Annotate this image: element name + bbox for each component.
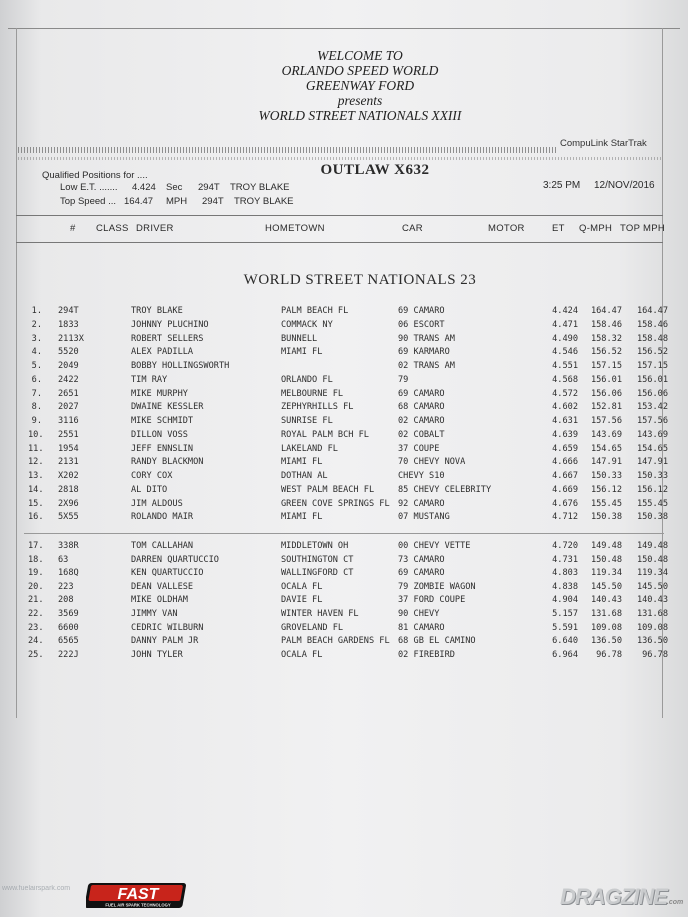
row-position: 11. <box>28 443 44 454</box>
row-top-mph: 157.15 <box>636 361 668 371</box>
row-car: 90 TRANS AM <box>398 333 455 344</box>
report-time: 3:25 PM <box>543 180 581 191</box>
row-class-number: 3569 <box>58 609 79 619</box>
qualified-label: Qualified Positions for .... <box>42 170 148 181</box>
row-class-number: 2651 <box>58 388 79 399</box>
row-et: 4.667 <box>552 471 578 481</box>
table-row <box>0 541 688 554</box>
table-row <box>0 623 688 636</box>
col-header-class: CLASS <box>96 223 129 234</box>
row-qmph: 136.50 <box>590 636 622 647</box>
row-position: 5. <box>31 361 42 371</box>
row-position: 21. <box>28 595 44 606</box>
row-hometown: WEST PALM BEACH FL <box>281 484 375 495</box>
header-rule-top <box>16 215 663 216</box>
row-car: 79 ZOMBIE WAGON <box>398 581 476 592</box>
row-qmph: 143.69 <box>590 429 622 440</box>
software-label: CompuLink StarTrak <box>560 138 647 149</box>
row-qmph: 152.81 <box>590 402 622 413</box>
watermark-line: www.fuelairspark.com <box>2 885 71 892</box>
row-et: 5.591 <box>552 622 578 633</box>
row-top-mph: 143.69 <box>636 429 668 440</box>
row-driver: JIM ALDOUS <box>131 498 183 509</box>
row-car: 69 CAMARO <box>398 388 445 399</box>
row-et: 4.720 <box>552 541 578 551</box>
row-car: 69 KARMARO <box>398 347 450 358</box>
row-driver: DANNY PALM JR <box>131 636 199 647</box>
row-top-mph: 149.48 <box>636 541 668 551</box>
row-top-mph: 164.47 <box>636 306 668 316</box>
row-qmph: 158.46 <box>590 319 622 330</box>
col-header-motor: MOTOR <box>488 223 525 234</box>
row-qmph: 150.38 <box>590 512 622 523</box>
fast-logo-tagline: FUEL AIR SPARK TECHNOLOGY <box>105 902 171 908</box>
welcome-line: GREENWAY FORD <box>305 78 415 93</box>
row-driver: ROLANDO MAIR <box>131 512 194 523</box>
table-row <box>0 416 688 429</box>
welcome-header <box>200 48 520 123</box>
row-car: 02 COBALT <box>398 429 445 440</box>
row-qmph: 155.45 <box>590 498 622 509</box>
dragzine-logo-suffix: .com <box>666 899 684 906</box>
row-class-number: 2131 <box>58 457 79 468</box>
row-driver: DWAINE KESSLER <box>131 402 204 413</box>
row-driver: JOHN TYLER <box>131 649 183 660</box>
table-row <box>0 361 688 374</box>
row-driver: DEAN VALLESE <box>131 581 194 592</box>
table-row <box>0 347 688 360</box>
row-class-number: 5X55 <box>58 512 79 523</box>
table-row <box>0 389 688 402</box>
row-class-number: 2049 <box>58 361 79 371</box>
row-top-mph: 131.68 <box>636 609 668 619</box>
col-header-pos: # <box>70 223 76 234</box>
row-car: 06 ESCORT <box>398 319 445 330</box>
row-top-mph: 145.50 <box>636 581 668 592</box>
row-class-number: 1833 <box>58 319 79 330</box>
row-et: 4.568 <box>552 374 578 385</box>
table-row <box>0 444 688 457</box>
top-speed-label: Top Speed ... <box>60 196 116 207</box>
row-class-number: 5520 <box>58 347 79 358</box>
row-qmph: 150.48 <box>590 554 622 565</box>
row-class-number: 2113X <box>58 333 84 344</box>
dot-rule <box>18 157 662 160</box>
row-driver: BOBBY HOLLINGSWORTH <box>131 361 230 371</box>
row-qmph: 96.78 <box>596 649 622 660</box>
col-header-et: ET <box>552 223 565 234</box>
top-speed-driver: TROY BLAKE <box>234 196 294 207</box>
row-et: 4.904 <box>552 595 578 606</box>
row-et: 6.640 <box>552 636 578 647</box>
low-et-label: Low E.T. ....... <box>60 182 118 193</box>
row-driver: ROBERT SELLERS <box>131 333 204 344</box>
table-row <box>0 334 688 347</box>
row-qmph: 149.48 <box>590 541 622 551</box>
header-rule-bottom <box>16 242 663 243</box>
row-qmph: 156.52 <box>590 347 622 358</box>
table-row <box>0 457 688 470</box>
row-class-number: 338R <box>58 541 79 551</box>
row-top-mph: 153.42 <box>636 402 668 413</box>
row-qmph: 109.08 <box>590 622 622 633</box>
table-row <box>0 306 688 319</box>
row-position: 13. <box>28 471 44 481</box>
row-position: 15. <box>28 498 44 509</box>
row-position: 9. <box>31 416 42 426</box>
row-class-number: 2X96 <box>58 498 79 509</box>
row-et: 4.551 <box>552 361 578 371</box>
row-driver: JIMMY VAN <box>131 609 178 619</box>
row-hometown: PALM BEACH GARDENS FL <box>281 636 390 647</box>
row-top-mph: 156.12 <box>636 484 668 495</box>
row-et: 4.803 <box>552 568 578 579</box>
row-hometown: MIAMI FL <box>281 347 323 358</box>
row-et: 6.964 <box>552 649 578 660</box>
table-row <box>0 555 688 568</box>
row-et: 4.676 <box>552 498 578 509</box>
welcome-line: WORLD STREET NATIONALS XXIII <box>258 108 462 123</box>
row-car: 37 FORD COUPE <box>398 595 466 606</box>
row-position: 14. <box>28 484 44 495</box>
col-header-topmph: TOP MPH <box>620 223 666 234</box>
row-et: 4.631 <box>552 416 578 426</box>
row-position: 1. <box>31 306 42 316</box>
row-class-number: X202 <box>58 471 79 481</box>
row-class-number: 223 <box>58 581 74 592</box>
welcome-line: presents <box>337 93 383 108</box>
row-position: 24. <box>28 636 44 647</box>
row-car: CHEVY S10 <box>398 471 445 481</box>
row-hometown: LAKELAND FL <box>281 443 338 454</box>
row-position: 12. <box>28 457 44 468</box>
top-speed-value: 164.47 <box>124 196 154 207</box>
row-qmph: 145.50 <box>590 581 622 592</box>
row-hometown: OCALA FL <box>281 649 323 660</box>
page-top-border <box>8 28 680 29</box>
event-title: WORLD STREET NATIONALS 23 <box>243 272 477 288</box>
row-et: 4.666 <box>552 457 578 468</box>
dragzine-logo-text: DRAGZINE <box>560 884 667 909</box>
row-hometown: BUNNELL <box>281 333 318 344</box>
fast-logo <box>86 880 190 910</box>
row-et: 4.639 <box>552 429 578 440</box>
table-row <box>0 609 688 622</box>
fast-logo-text: FAST <box>117 886 159 903</box>
row-top-mph: 154.65 <box>636 443 668 454</box>
row-driver: ALEX PADILLA <box>131 347 194 358</box>
row-car: 85 CHEVY CELEBRITY <box>398 484 492 495</box>
row-hometown: DOTHAN AL <box>281 471 328 481</box>
row-position: 7. <box>31 388 42 399</box>
row-qmph: 147.91 <box>590 457 622 468</box>
row-qmph: 119.34 <box>590 568 622 579</box>
table-row <box>0 430 688 443</box>
row-car: 07 MUSTANG <box>398 512 450 523</box>
table-row <box>0 402 688 415</box>
row-qmph: 140.43 <box>590 595 622 606</box>
row-position: 6. <box>31 374 42 385</box>
row-top-mph: 158.48 <box>636 333 668 344</box>
row-top-mph: 156.06 <box>636 388 668 399</box>
table-row <box>0 595 688 608</box>
report-date: 12/NOV/2016 <box>594 180 655 191</box>
row-top-mph: 157.56 <box>636 416 668 426</box>
row-class-number: 6565 <box>58 636 79 647</box>
row-hometown: MIAMI FL <box>281 512 323 523</box>
row-hometown: SUNRISE FL <box>281 416 333 426</box>
row-position: 20. <box>28 581 44 592</box>
row-et: 4.838 <box>552 581 578 592</box>
row-driver: CEDRIC WILBURN <box>131 622 204 633</box>
row-class-number: 1954 <box>58 443 79 454</box>
row-top-mph: 150.48 <box>636 554 668 565</box>
row-top-mph: 158.46 <box>636 319 668 330</box>
row-car: 00 CHEVY VETTE <box>398 541 471 551</box>
row-position: 17. <box>28 541 44 551</box>
table-row <box>0 471 688 484</box>
row-qmph: 157.56 <box>590 416 622 426</box>
row-car: 37 COUPE <box>398 443 440 454</box>
row-class-number: 3116 <box>58 416 79 426</box>
row-top-mph: 109.08 <box>636 622 668 633</box>
dragzine-logo <box>560 884 683 910</box>
row-driver: TOM CALLAHAN <box>131 541 194 551</box>
row-top-mph: 155.45 <box>636 498 668 509</box>
row-top-mph: 119.34 <box>636 568 668 579</box>
row-hometown: ROYAL PALM BCH FL <box>281 429 369 440</box>
welcome-line: ORLANDO SPEED WORLD <box>281 63 439 78</box>
row-driver: MIKE MURPHY <box>131 388 188 399</box>
row-position: 16. <box>28 512 44 523</box>
row-top-mph: 156.01 <box>636 374 668 385</box>
row-qmph: 164.47 <box>590 306 622 316</box>
row-position: 19. <box>28 568 44 579</box>
row-top-mph: 140.43 <box>636 595 668 606</box>
row-class-number: 2818 <box>58 484 79 495</box>
row-car: 73 CAMARO <box>398 554 445 565</box>
row-driver: CORY COX <box>131 471 173 481</box>
row-et: 4.546 <box>552 347 578 358</box>
row-qmph: 158.32 <box>590 333 622 344</box>
row-top-mph: 156.52 <box>636 347 668 358</box>
row-qmph: 156.12 <box>590 484 622 495</box>
row-hometown: GREEN COVE SPRINGS FL <box>281 498 390 509</box>
row-class-number: 168Q <box>58 568 79 579</box>
row-driver: MIKE OLDHAM <box>131 595 188 606</box>
col-header-hometown: HOMETOWN <box>265 223 325 234</box>
row-et: 4.471 <box>552 319 578 330</box>
row-class-number: 2027 <box>58 402 79 413</box>
row-position: 22. <box>28 609 44 619</box>
row-top-mph: 150.38 <box>636 512 668 523</box>
row-class-number: 6600 <box>58 622 79 633</box>
top-speed-car-number: 294T <box>202 196 224 207</box>
row-et: 4.572 <box>552 388 578 399</box>
watermark-text <box>2 884 70 893</box>
row-class-number: 208 <box>58 595 74 606</box>
low-et-car-number: 294T <box>198 182 220 193</box>
table-row <box>0 636 688 649</box>
row-qmph: 150.33 <box>590 471 622 481</box>
row-car: 02 TRANS AM <box>398 361 455 371</box>
row-position: 10. <box>28 429 44 440</box>
row-class-number: 2551 <box>58 429 79 440</box>
row-car: 90 CHEVY <box>398 609 440 619</box>
table-row <box>0 582 688 595</box>
row-et: 4.731 <box>552 554 578 565</box>
col-header-car: CAR <box>402 223 423 234</box>
table-row <box>0 650 688 663</box>
table-row <box>0 485 688 498</box>
row-position: 2. <box>31 319 42 330</box>
row-car: 70 CHEVY NOVA <box>398 457 466 468</box>
row-position: 23. <box>28 622 44 633</box>
row-driver: TIM RAY <box>131 374 168 385</box>
low-et-driver: TROY BLAKE <box>230 182 290 193</box>
row-position: 3. <box>31 333 42 344</box>
row-driver: TROY BLAKE <box>131 306 183 316</box>
table-row <box>0 512 688 525</box>
row-position: 25. <box>28 649 44 660</box>
group-divider <box>24 533 664 534</box>
row-driver: KEN QUARTUCCIO <box>131 568 204 579</box>
row-driver: AL DITO <box>131 484 168 495</box>
row-top-mph: 150.33 <box>636 471 668 481</box>
row-class-number: 2422 <box>58 374 79 385</box>
row-car: 69 CAMARO <box>398 568 445 579</box>
table-row <box>0 568 688 581</box>
row-hometown: WALLINGFORD CT <box>281 568 354 579</box>
row-hometown: GROVELAND FL <box>281 622 344 633</box>
row-car: 68 CAMARO <box>398 402 445 413</box>
row-et: 4.424 <box>552 306 578 316</box>
row-top-mph: 136.50 <box>636 636 668 647</box>
table-row <box>0 499 688 512</box>
row-et: 5.157 <box>552 609 578 619</box>
row-class-number: 294T <box>58 306 79 316</box>
row-hometown: PALM BEACH FL <box>281 306 349 316</box>
row-qmph: 156.01 <box>590 374 622 385</box>
row-driver: DILLON VOSS <box>131 429 188 440</box>
row-top-mph: 96.78 <box>642 649 668 660</box>
row-car: 68 GB EL CAMINO <box>398 636 476 647</box>
row-car: 02 CAMARO <box>398 416 445 426</box>
row-et: 4.669 <box>552 484 578 495</box>
col-header-qmph: Q-MPH <box>579 223 613 234</box>
row-et: 4.659 <box>552 443 578 454</box>
row-car: 02 FIREBIRD <box>398 649 455 660</box>
row-hometown: DAVIE FL <box>281 595 323 606</box>
row-car: 79 <box>398 374 409 385</box>
row-hometown: MIAMI FL <box>281 457 323 468</box>
row-hometown: WINTER HAVEN FL <box>281 609 359 619</box>
row-class-number: 63 <box>58 554 69 565</box>
row-hometown: OCALA FL <box>281 581 323 592</box>
row-qmph: 154.65 <box>590 443 622 454</box>
table-row <box>0 320 688 333</box>
row-car: 81 CAMARO <box>398 622 445 633</box>
table-row <box>0 375 688 388</box>
row-et: 4.602 <box>552 402 578 413</box>
row-position: 8. <box>31 402 42 413</box>
class-title: OUTLAW X632 <box>320 162 430 178</box>
row-hometown: MELBOURNE FL <box>281 388 344 399</box>
row-position: 4. <box>31 347 42 358</box>
row-hometown: ZEPHYRHILLS FL <box>281 402 354 413</box>
top-speed-unit: MPH <box>166 196 188 207</box>
row-hometown: SOUTHINGTON CT <box>281 554 354 565</box>
row-qmph: 156.06 <box>590 388 622 399</box>
row-position: 18. <box>28 554 44 565</box>
row-driver: JOHNNY PLUCHINO <box>131 319 209 330</box>
row-driver: JEFF ENNSLIN <box>131 443 194 454</box>
row-hometown: ORLANDO FL <box>281 374 333 385</box>
col-header-driver: DRIVER <box>136 223 174 234</box>
row-car: 92 CAMARO <box>398 498 445 509</box>
row-top-mph: 147.91 <box>636 457 668 468</box>
row-hometown: MIDDLETOWN OH <box>281 541 349 551</box>
low-et-value: 4.424 <box>132 182 156 193</box>
row-driver: MIKE SCHMIDT <box>131 416 194 426</box>
row-qmph: 131.68 <box>590 609 622 619</box>
row-qmph: 157.15 <box>590 361 622 371</box>
low-et-unit: Sec <box>166 182 183 193</box>
row-driver: DARREN QUARTUCCIO <box>131 554 219 565</box>
row-et: 4.712 <box>552 512 578 523</box>
row-et: 4.490 <box>552 333 578 344</box>
row-driver: RANDY BLACKMON <box>131 457 204 468</box>
dot-rule <box>18 147 556 153</box>
row-class-number: 222J <box>58 649 79 660</box>
row-car: 69 CAMARO <box>398 306 445 316</box>
welcome-line: WELCOME TO <box>317 48 403 63</box>
row-hometown: COMMACK NY <box>281 319 333 330</box>
